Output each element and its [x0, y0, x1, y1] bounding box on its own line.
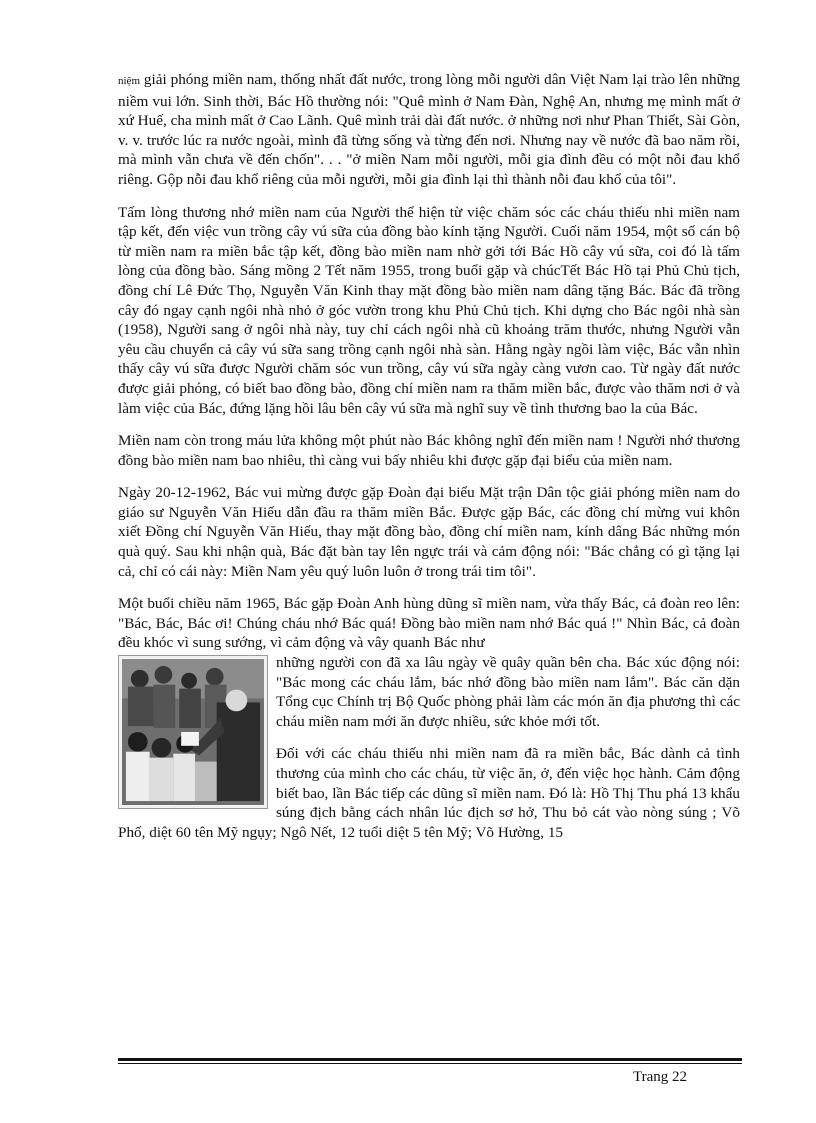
paragraph-7: Đối với các cháu thiếu nhi miền nam đã ra miền bắc, Bác dành cả tình thương của mình cho các cháu, từ việc ăn, ở, đến việc học hành. Cảm động biết bao, lần Bác tiếp các dũng sĩ miền nam. Đó là: Hồ Thị Thu phá 13 khẩu súng địch bằng cách nhân lúc địch sơ hở, Thu bỏ cát vào nòng súng ; Võ Phố, diệt 60 tên Mỹ ngụy; Ngô Nết, 12 tuổi diệt 5 tên Mỹ; Võ Hường, 15: [118, 745, 740, 841]
footer-divider-thin: [118, 1063, 742, 1064]
paragraph-1-text: giải phóng miền nam, thống nhất đất nước, trong lòng mỗi người dân Việt Nam lại trào lên những niềm vui lớn. Sinh thời, Bác Hồ thường nói: "Quê mình ở Nam Đàn, Nghệ An, nhưng mẹ mình mất ở xứ Huế, cha mình mất ở Cao Lãnh. Quê mình trải dài đất nước. ở những nơi như Phan Thiết, Sài Gòn, v. v. trước lúc ra nước ngoài, mình đã từng sống và từng đến nơi. Nhưng nay về nước đã bao năm rồi, mà mình vẫn chưa về đến chốn". . . "ở miền Nam mỗi người, mỗi gia đình đều có một nỗi đau khổ riêng. Gộp nỗi đau khổ riêng của mỗi người, mỗi gia đình lại thì thành nỗi đau khổ của tôi".: [118, 71, 740, 188]
paragraph-5: Một buổi chiều năm 1965, Bác gặp Đoàn Anh hùng dũng sĩ miền nam, vừa thấy Bác, cả đoàn reo lên: "Bác, Bác, Bác ơi! Chúng cháu nhớ Bác quá! Đồng bào miền nam nhớ Bác quá !" Nhìn Bác, cả đoàn đều khóc vì sung sướng, vì cảm động và vây quanh Bác như: [118, 595, 740, 652]
photo-image: [122, 659, 264, 805]
paragraph-6: những người con đã xa lâu ngày về quây quần bên cha. Bác xúc động nói: "Bác mong các cháu lắm, bác nhớ đồng bào miền nam lắm". Bác căn dặn Tổng cục Chính trị Bộ Quốc phòng phải làm các món ăn địa phương thì các cháu miền nam mới ăn được nhiều, sức khỏe mới tốt.: [276, 654, 740, 730]
paragraph-3: Miền nam còn trong máu lửa không một phút nào Bác không nghĩ đến miền nam ! Người nhớ thương đồng bào miền nam bao nhiêu, thì càng vui bấy nhiêu khi được gặp đại biểu của miền nam.: [118, 432, 740, 469]
footer-divider: [118, 1058, 742, 1061]
paragraph-4: Ngày 20-12-1962, Bác vui mừng được gặp Đoàn đại biểu Mặt trận Dân tộc giải phóng miền nam do giáo sư Nguyễn Văn Hiếu dẫn đầu ra thăm miền Bắc. Được gặp Bác, các đồng chí mừng vui khôn xiết Đồng chí Nguyễn Văn Hiếu, thay mặt đồng bào, đồng chí miền nam, kính dâng Bác những món quà quý. Sau khi nhận quà, Bác đặt bàn tay lên ngực trái và cảm động nói: "Bác chẳng có gì tặng lại cả, chỉ có cái này: Miền Nam yêu quý luôn luôn ở trong trái tim tôi".: [118, 484, 740, 580]
paragraph-1: [118, 70, 740, 190]
historical-photo: [118, 655, 268, 809]
page-number: Trang 22: [633, 1069, 688, 1085]
document-body: [118, 70, 740, 855]
paragraph-lead-word: niệm: [118, 75, 140, 87]
paragraph-2: Tấm lòng thương nhớ miền nam của Người thể hiện từ việc chăm sóc các cháu thiếu nhi miền nam tập kết, đến việc vun trồng cây vú sữa của đồng bào kính tặng Người. Cuối năm 1954, một số cán bộ từ miền nam ra miền bắc tập kết, đồng bào miền nam nhờ gởi tới Bác Hồ cây vú sữa, coi đó là tấm lòng của đồng bào. Sáng mồng 2 Tết năm 1955, trong buổi gặp và chúcTết Bác Hồ tại Phủ Chủ tịch, đồng chí Lê Đức Thọ, Nguyễn Văn Kinh thay mặt đồng bào miền nam dâng tặng Bác. Bác đã trồng cây đó ngay cạnh ngôi nhà nhỏ ở góc vườn trong khu Phủ Chủ tịch. Khi dựng cho Bác ngôi nhà sàn (1958), Người sang ở ngôi nhà này, tuy chỉ cách ngôi nhà cũ khoảng trăm thước, nhưng Người vẫn yêu cầu chuyển cả cây vú sữa sang trồng cạnh ngôi nhà sàn. Hằng ngày ngồi làm việc, Bác vẫn nhìn thấy cây vú sữa được Người chăm sóc vun trồng, cây vú sữa ngày càng vươn cao. Từ ngày đất nước được giải phóng, có biết bao đồng bào, đồng chí miền nam ra thăm miền bắc, được vào thăm nơi ở và làm việc của Bác, đứng lặng hồi lâu bên cây vú sữa mà nghĩ suy về tình thương bao la của Bác.: [118, 203, 740, 417]
